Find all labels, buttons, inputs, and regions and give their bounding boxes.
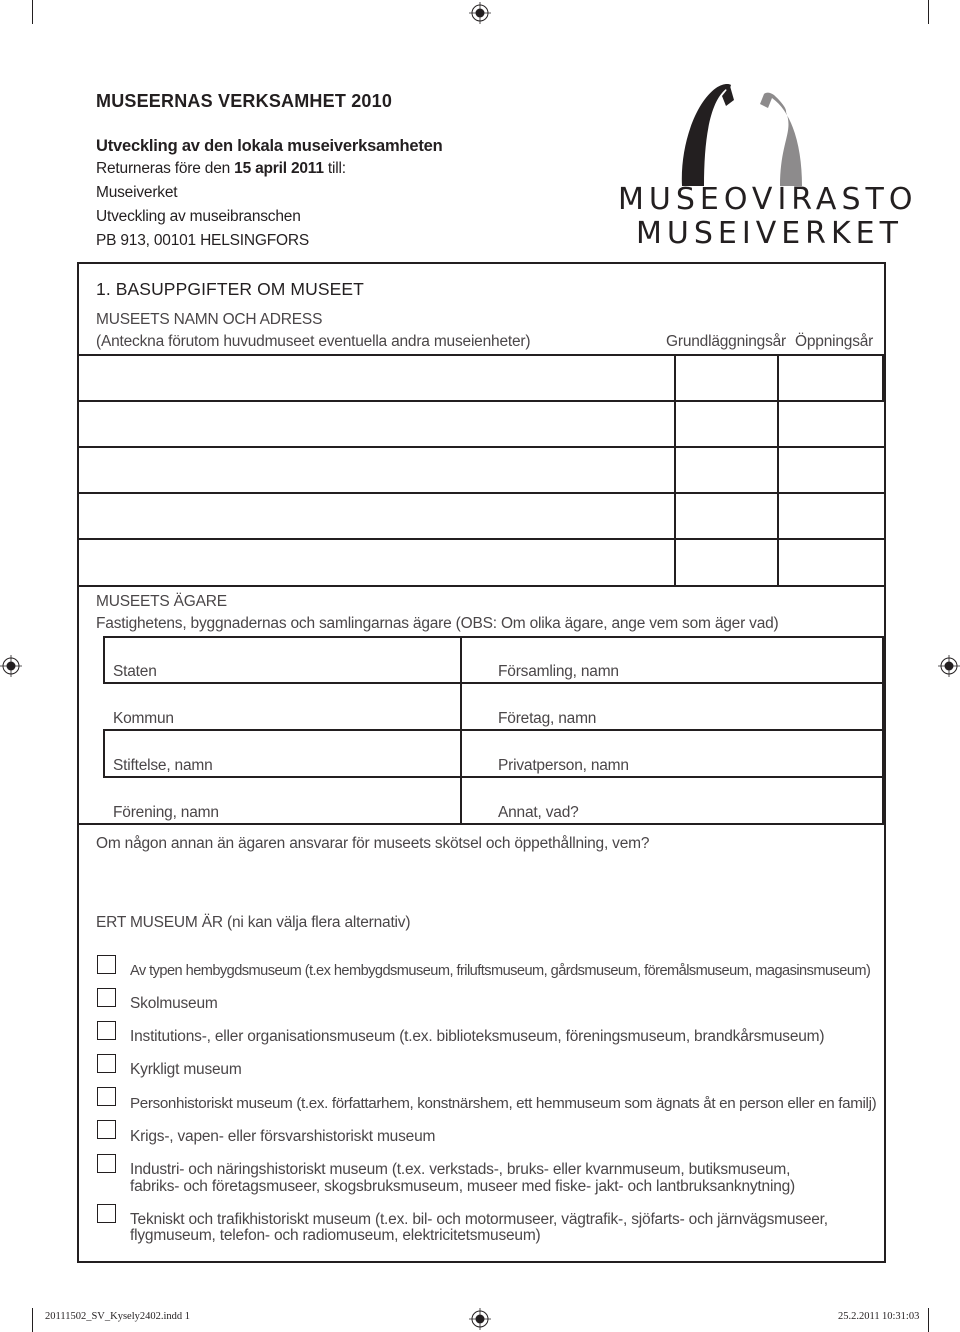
return-date: 15 april 2011 — [234, 160, 324, 177]
registration-mark-right-icon — [938, 655, 960, 677]
form-subtitle: Utveckling av den lokala museiverksamheten — [96, 137, 443, 155]
name-label: MUSEETS NAMN OCH ADRESS — [96, 311, 323, 328]
table-divider — [882, 354, 884, 400]
museum-name-field[interactable] — [77, 356, 673, 584]
crop-mark-br — [928, 1308, 929, 1332]
owner-option-state[interactable]: Staten — [113, 663, 157, 680]
footer-date: 25.2.2011 — [838, 1311, 880, 1322]
table-divider — [103, 636, 105, 682]
logo-line-2: MUSEIVERKET — [636, 216, 903, 251]
arch-logo-icon — [676, 82, 806, 186]
checkbox-military[interactable] — [97, 1120, 116, 1139]
address-line-2: Utveckling av museibranschen — [96, 208, 301, 225]
table-line — [103, 776, 886, 778]
owner-option-foundation[interactable]: Stiftelse, namn — [113, 757, 213, 774]
option-technology-line-1: Tekniskt och trafikhistoriskt museum (t.ex. bil- och motormuseer, vägtrafik-, sjöfarts- och järnvägsmuseer, — [130, 1211, 828, 1228]
option-church: Kyrkligt museum — [130, 1061, 242, 1078]
crop-mark-tl — [32, 0, 33, 24]
option-institution: Institutions-, eller organisationsmuseum (t.ex. biblioteksmuseum, föreningsmuseum, brandkårsmuseum) — [130, 1028, 825, 1045]
option-local-heritage: Av typen hembygdsmuseum (t.ex hembygdsmuseum, friluftsmuseum, gårdsmuseum, föremålsmuseum, magasinsmuseum) — [130, 963, 871, 979]
option-school: Skolmuseum — [130, 995, 218, 1012]
opened-year-field[interactable] — [779, 356, 882, 584]
maintenance-question: Om någon annan än ägaren ansvarar för museets skötsel och öppethållning, vem? — [96, 835, 650, 852]
checkbox-local-heritage[interactable] — [97, 955, 116, 974]
owner-option-municipality[interactable]: Kommun — [113, 710, 174, 727]
owner-option-private-person[interactable]: Privatperson, namn — [498, 757, 629, 774]
address-line-1: Museiverket — [96, 184, 178, 201]
checkbox-technology[interactable] — [97, 1204, 116, 1223]
registration-mark-top-icon — [469, 2, 491, 24]
registration-mark-bottom-icon — [469, 1308, 491, 1330]
owner-option-parish[interactable]: Församling, namn — [498, 663, 619, 680]
option-industry-line-2: fabriks- och företagsmuseer, skogsbruksmuseum, museer med fiske- jakt- och lantbruksanknytning) — [130, 1178, 796, 1195]
footer-time: 10:31:03 — [882, 1311, 920, 1322]
checkbox-personal-history[interactable] — [97, 1087, 116, 1106]
owner-option-other[interactable]: Annat, vad? — [498, 804, 579, 821]
museum-name-table — [77, 354, 886, 587]
owner-table — [77, 636, 886, 826]
table-divider — [882, 636, 884, 823]
address-line-3: PB 913, 00101 HELSINGFORS — [96, 232, 309, 249]
column-header-opened: Öppningsår — [795, 333, 874, 350]
option-industry-line-1: Industri- och näringshistoriskt museum (t.ex. verkstads-, bruks- eller kvarnmuseum, butiksmuseum, — [130, 1161, 791, 1178]
registration-mark-left-icon — [0, 655, 22, 677]
return-suffix: till: — [323, 160, 346, 177]
crop-mark-tr — [928, 0, 929, 24]
owner-heading: MUSEETS ÄGARE — [96, 593, 227, 610]
checkbox-church[interactable] — [97, 1054, 116, 1073]
owner-option-company[interactable]: Företag, namn — [498, 710, 597, 727]
option-military: Krigs-, vapen- eller försvarshistoriskt museum — [130, 1128, 436, 1145]
checkbox-industry[interactable] — [97, 1154, 116, 1173]
table-line — [103, 729, 886, 731]
footer-filename: 20111502_SV_Kysely2402.indd 1 — [45, 1311, 191, 1322]
option-technology-line-2: flygmuseum, telefon- och radiomuseum, elektricitetsmuseum) — [130, 1227, 541, 1244]
museum-type-heading: ERT MUSEUM ÄR (ni kan välja flera alternativ) — [96, 914, 411, 931]
founded-year-field[interactable] — [676, 356, 776, 584]
museiverket-logo — [600, 74, 918, 254]
checkbox-institution[interactable] — [97, 1021, 116, 1040]
section-heading: 1. BASUPPGIFTER OM MUSEET — [96, 279, 364, 299]
form-title: MUSEERNAS VERKSAMHET 2010 — [96, 91, 393, 111]
crop-mark-bl — [32, 1308, 33, 1332]
option-personal-history: Personhistoriskt museum (t.ex. författarhem, konstnärshem, ett hemmuseum som ägnats åt en person eller en familj) — [130, 1095, 877, 1112]
maintenance-answer-field[interactable] — [96, 858, 866, 898]
table-divider — [103, 729, 105, 776]
name-hint: (Anteckna förutom huvudmuseet eventuella andra museienheter) — [96, 333, 531, 350]
section-divider — [77, 585, 886, 587]
table-line — [103, 636, 886, 638]
logo-line-1: MUSEOVIRASTO — [618, 182, 918, 217]
owner-description: Fastighetens, byggnadernas och samlingarnas ägare (OBS: Om olika ägare, ange vem som äger vad) — [96, 615, 779, 632]
table-line — [103, 682, 886, 684]
return-prefix: Returneras före den — [96, 160, 235, 177]
checkbox-school[interactable] — [97, 988, 116, 1007]
column-header-founded: Grundläggningsår — [666, 333, 787, 350]
table-divider — [460, 636, 462, 825]
return-instruction — [96, 160, 346, 178]
table-line — [77, 823, 886, 825]
owner-option-association[interactable]: Förening, namn — [113, 804, 219, 821]
